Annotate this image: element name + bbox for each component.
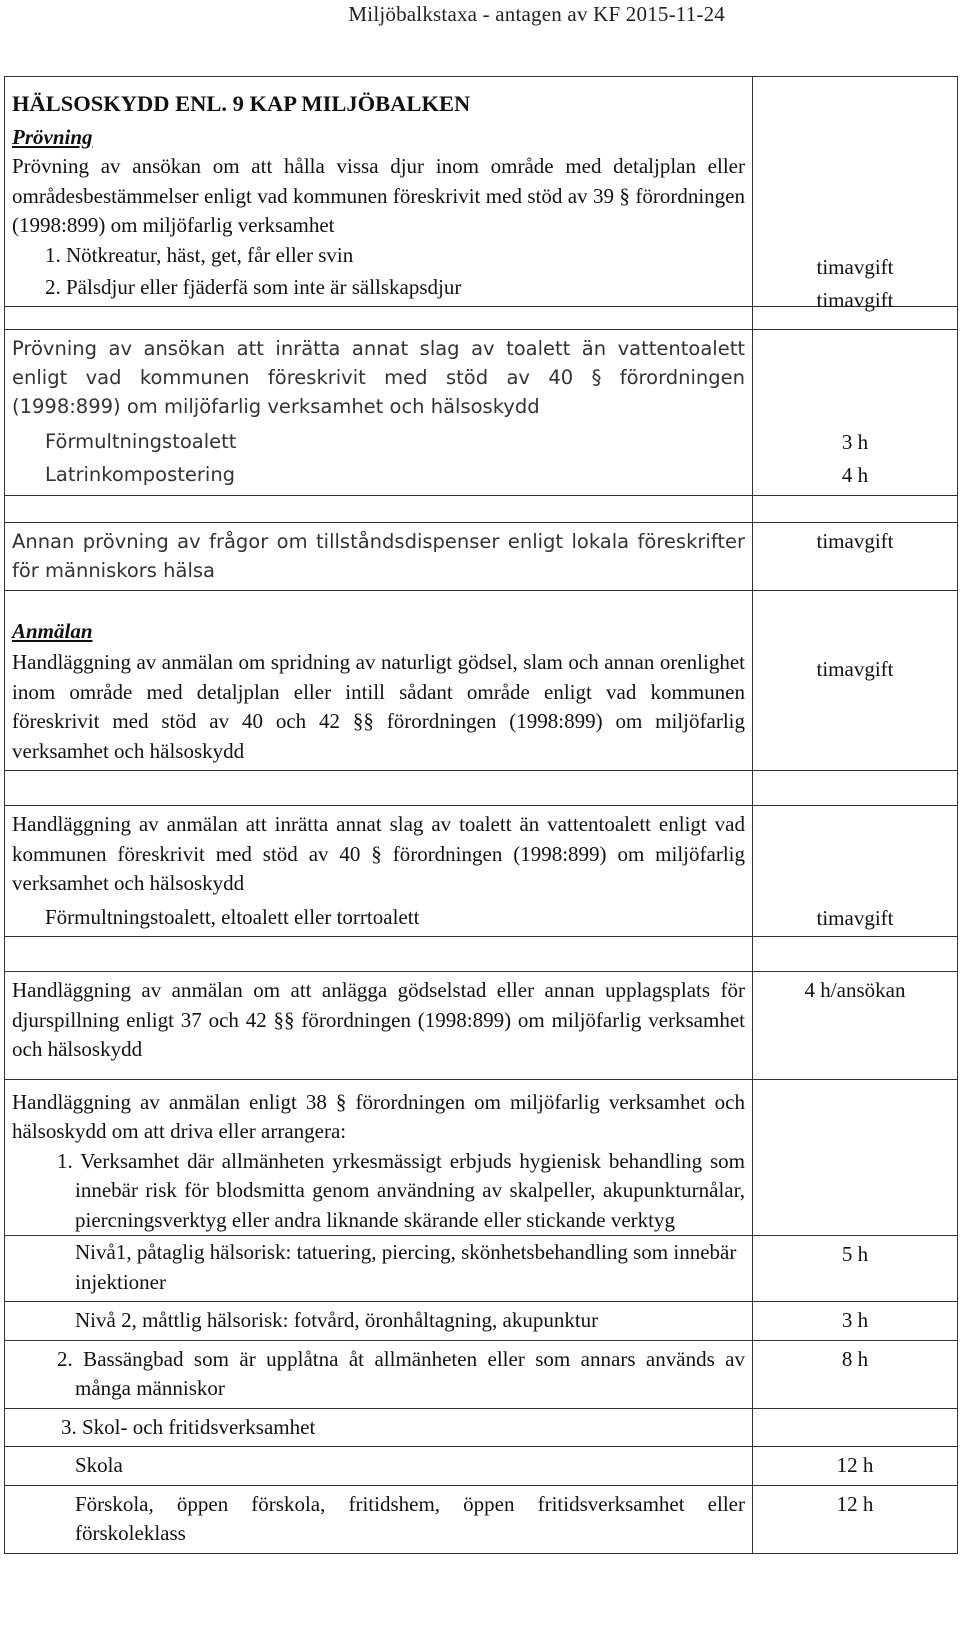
manure-fee: 4 h/ansökan [804, 978, 906, 1002]
animals-item-1: 1. Nötkreatur, häst, get, får eller svin [45, 242, 354, 267]
animals-item-2: 2. Pälsdjur eller fjäderfä som inte är sällskapsdjur [45, 275, 462, 299]
table-row [5, 329, 958, 495]
table-row [5, 77, 958, 307]
manure-text: Handläggning av anmälan om att anlägga gödselstad eller annan upplagsplats för djurspillning enligt 37 och 42 §§ förordningen (1998:899) om miljöfarlig verksamhet och hälsoskydd [12, 978, 745, 1061]
table-row [5, 1408, 958, 1447]
s38-item-3: 3. Skol- och fritidsverksamhet [61, 1414, 316, 1439]
spread-text: Handläggning av anmälan om spridning av naturligt gödsel, slam och annan orenlighet inom område med detaljplan eller intill sådant område enligt vad kommunen föreskrivit med stöd av 40 och 42 §§ förordningen (1998:899) om miljöfarlig verksamhet och hälsoskydd [12, 650, 745, 763]
s38-item-2-fee: 8 h [841, 1346, 869, 1371]
s38-text: Handläggning av anmälan enligt 38 § förordningen om miljöfarlig verksamhet och hälsoskydd om att driva eller arrangera: [12, 1089, 745, 1143]
toilet-item-2: Latrinkompostering [45, 462, 236, 486]
toilet2-item: Förmultningstoalett, eltoalett eller torrtoalett [45, 904, 420, 929]
table-row [5, 806, 958, 937]
s38-item-1: 1. Verksamhet där allmänheten yrkesmässigt erbjuds hygienisk behandling som innebär risk för blodsmitta genom användning av skalpeller, akupunkturnålar, piercningsverktyg eller andra liknande skärande eller stickande verktyg [57, 1148, 745, 1232]
s38-level-2-fee: 3 h [841, 1308, 869, 1332]
table-row [5, 522, 958, 590]
toilet2-fee: timavgift [816, 906, 894, 930]
s38-level-1-fee: 5 h [841, 1242, 869, 1266]
s38-item-2: 2. Bassängbad som är upplåtna åt allmänheten eller som annars används av många människor [57, 1346, 745, 1400]
spread-fee: timavgift [816, 656, 894, 681]
toilet-fee-1: 3 h [841, 429, 869, 454]
table-row [5, 1340, 958, 1408]
table-row [5, 590, 958, 771]
other-fee: timavgift [816, 528, 894, 553]
table-row [5, 972, 958, 1080]
s38-level-2: Nivå 2, måttlig hälsorisk: fotvård, öronhåltagning, akupunktur [75, 1308, 599, 1332]
s38-school-fee: 12 h [836, 1453, 874, 1477]
fee-table [4, 76, 958, 1554]
other-text: Annan prövning av frågor om tillståndsdispenser enligt lokala föreskrifter för människors hälsa [12, 529, 745, 582]
animals-fee-1: timavgift [816, 255, 894, 279]
toilet-fee-2: 4 h [841, 462, 869, 487]
page-header: Miljöbalkstaxa - antagen av KF 2015-11-24 [348, 2, 725, 26]
s38-level-1: Nivå1, påtaglig hälsorisk: tatuering, piercing, skönhetsbehandling som innebär injektioner [75, 1240, 737, 1294]
anmalan-title: Anmälan [12, 618, 93, 643]
s38-school: Skola [75, 1453, 123, 1477]
animals-text: Prövning av ansökan om att hålla vissa djur inom område med detaljplan eller områdesbestämmelser enligt vad kommunen föreskrivit med stöd av 39 § förordningen (1998:899) om miljöfarlig verksamhet [12, 154, 745, 237]
provning-title: Prövning [12, 124, 93, 149]
table-row [5, 1079, 958, 1236]
s38-preschool: Förskola, öppen förskola, fritidshem, öppen fritidsverksamhet eller förskoleklass [75, 1491, 745, 1545]
table-row [5, 1485, 958, 1553]
toilet-text: Prövning av ansökan att inrätta annat slag av toalett än vattentoalett enligt vad kommunen föreskrivit med stöd av 40 § förordningen (1998:899) om miljöfarlig verksamhet och hälsoskydd [12, 336, 745, 418]
table-row [5, 1236, 958, 1302]
table-row [5, 1302, 958, 1341]
toilet2-text: Handläggning av anmälan att inrätta annat slag av toalett än vattentoalett enligt vad kommunen föreskrivit med stöd av 40 § förordningen (1998:899) om miljöfarlig verksamhet och hälsoskydd [12, 812, 745, 895]
animals-fee-2: timavgift [816, 288, 894, 312]
table-row [5, 1447, 958, 1486]
s38-preschool-fee: 12 h [836, 1491, 874, 1516]
toilet-item-1: Förmultningstoalett [45, 429, 237, 453]
section-heading: HÄLSOSKYDD ENL. 9 KAP MILJÖBALKEN [12, 91, 471, 116]
